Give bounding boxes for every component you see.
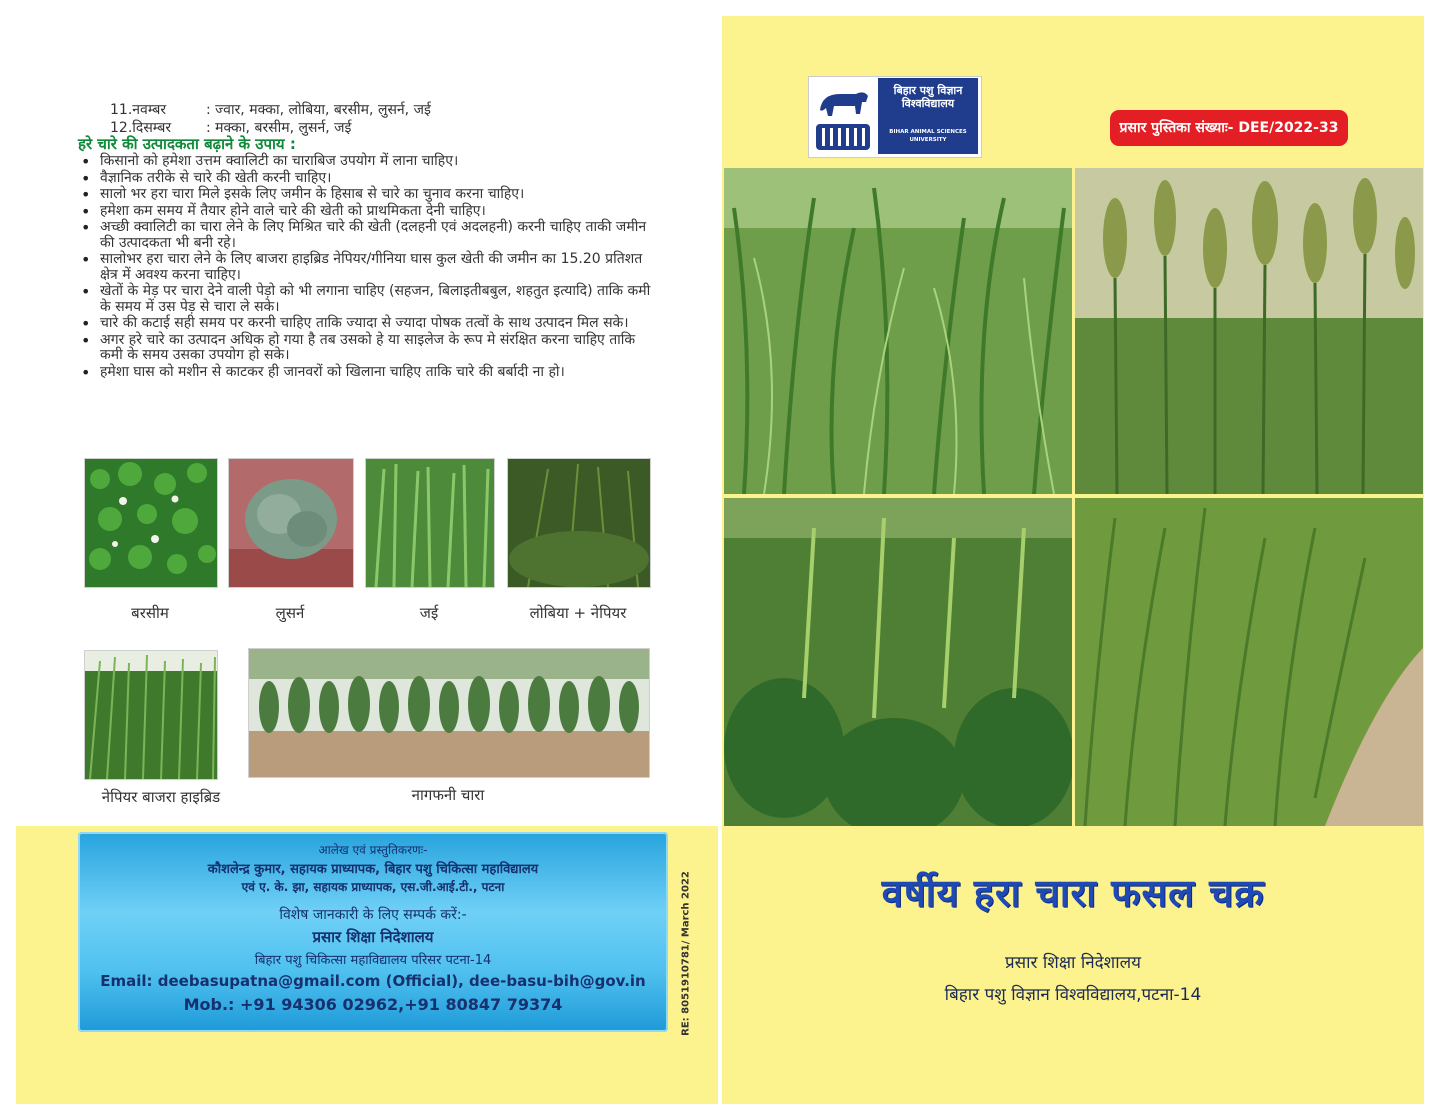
tips-heading: हरे चारे की उत्पादकता बढ़ाने के उपाय : [78,135,296,153]
napier-bajra-photo [84,650,218,780]
caption-oat: जई [419,604,439,622]
tip-item: • किसानो को हमेशा उत्तम क्वालिटी का चाराबिज उपयोग में लाना चाहिए। [81,152,459,171]
logo-text-panel [878,78,978,154]
caption-napier-bajra: नेपियर बाजरा हाइब्रिड [101,788,221,806]
logo-name-hi-line2: विश्वविद्यालय [901,97,955,110]
cowpea-napier-photo [507,458,651,588]
fodder-grass-photo [724,168,1072,494]
tip-item: • अगर हरे चारे का उत्पादन अधिक हो गया है तब उसको हे या साइलेज के रूप मे संरक्षित करना चाहिए ताकि कमी के समय उसका उपयोग हो सके। [81,330,636,363]
grass-field-photo [1075,498,1423,826]
tip-item: • सालो भर हरा चारा मिले इसके लिए जमीन के हिसाब से चारे का चुनाव करना चाहिए। [81,185,525,204]
caption-cactus: नागफनी चारा [411,786,485,804]
schedule-crops: : मक्का, बरसीम, लुसर्न, जई [206,120,352,136]
schedule-crops: : ज्वार, मक्का, लोबिया, बरसीम, लुसर्न, जई [206,102,431,118]
contact-mobile: Mob.: +91 94306 02962,+91 80847 79374 [183,995,563,1014]
tip-item: • चारे की कटाई सही समय पर करनी चाहिए ताकि ज्यादा से ज्यादा पोषक तत्वों के साथ उत्पादन मिल सके। [81,314,629,333]
lucerne-photo [228,458,354,588]
caption-lucerne: लुसर्न [275,604,305,622]
sorghum-photo [1075,168,1423,494]
tips-list [78,154,653,381]
contact-email: Email: deebasupatna@gmail.com (Official), dee-basu-bih@gov.in [100,972,646,990]
contact-directorate: प्रसार शिक्षा निदेशालय [312,928,434,946]
tip-item: • वैज्ञानिक तरीके से चारे की खेती करनी चाहिए। [81,168,332,188]
tip-item: • अच्छी क्वालिटी का चारा लेने के लिए मिश्रित चारे की खेती (दलहनी एवं अदलहनी) करनी चाहिए ताकी जमीन की उत्पादकता भी बनी रहे। [81,218,647,251]
cover-directorate: प्रसार शिक्षा निदेशालय [1004,953,1142,973]
berseem-photo [84,458,218,588]
logo-name-en-line2: UNIVERSITY [909,137,947,143]
reference-code: RE: 8051910781/ March 2022 [680,871,692,1036]
oat-photo [365,458,495,588]
cover-title: वर्षीय हरा चारा फसल चक्र [881,871,1265,915]
mixed-fodder-photo [724,498,1072,826]
contact-box [78,832,668,1032]
caption-berseem: बरसीम [131,604,169,622]
logo-name-en-line1: BIHAR ANIMAL SCIENCES [889,129,967,135]
tip-item: • हमेशा कम समय में तैयार होने वाले चारे की खेती को प्राथमिकता देनी चाहिए। [81,201,486,221]
cover-university: बिहार पशु विज्ञान विश्वविद्यालय,पटना-14 [944,985,1202,1005]
cow-emblem-icon [812,80,874,152]
author-1: कौशलेन्द्र कुमार, सहायक प्राध्यापक, बिहार पशु चिकित्सा महाविद्यालय [207,862,539,877]
caption-cowpea-napier: लोबिया + नेपियर [529,604,627,622]
contact-heading: आलेख एवं प्रस्तुतिकरणः- [318,843,428,857]
cactus-fodder-photo [248,648,650,778]
contact-more-info: विशेष जानकारी के लिए सम्पर्क करें:- [279,907,467,923]
publication-number-badge: प्रसार पुस्तिका संख्याः- DEE/2022-33 [1110,110,1348,146]
schedule-month: 11.नवम्बर [110,102,167,118]
schedule-row-november [110,100,431,119]
tip-item: • सालोभर हरा चारा लेने के लिए बाजरा हाइब्रिड नेपियर/गीनिया घास कुल खेती की जमीन का 15.20 प्रतिशत क्षेत्र में अवश्य करना चाहिए। [81,250,643,283]
tip-item: • हमेशा घास को मशीन से काटकर ही जानवरों को खिलाना चाहिए ताकि चारे की बर्बादी ना हो। [81,362,565,382]
logo-name-hi-line1: बिहार पशु विज्ञान [893,84,963,97]
author-2: एवं ए. के. झा, सहायक प्राध्यापक, एस.जी.आई.टी., पटना [241,880,505,894]
contact-address: बिहार पशु चिकित्सा महाविद्यालय परिसर पटना-14 [254,953,492,968]
schedule-month: 12.दिसम्बर [110,120,172,136]
tip-item: • खेतों के मेड़ पर चारा देने वाली पेड़ो को भी लगाना चाहिए (सहजन, बिलाइतीबबुल, शहतुत इत्यादि) ताकि कमी के समय में उस पेड़ से चारा ले सके। [81,282,651,315]
